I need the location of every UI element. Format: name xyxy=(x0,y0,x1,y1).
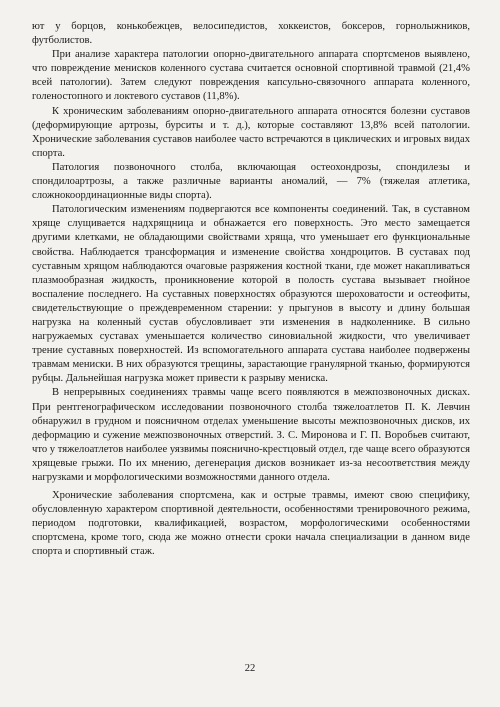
paragraph-1: ют у борцов, конькобежцев, велосипедистов, хоккеистов, боксеров, горнолыжников, футболистов. xyxy=(32,21,470,47)
paragraph-2: При анализе характера патологии опорно-двигательного аппарата спортсменов выявлено, что повреждение менисков коленного сустава считается основной спортивной травмой (21,4% всей патологии). Затем следуют повреждения капсульно-связочного аппарата коленного, голеностопного и локтевого суставов (11,8%). xyxy=(32,49,470,103)
paragraph-5: Патологическим изменениям подвергаются все компоненты соединений. Так, в суставном хряще слущивается надхрящница и обнажается его поверхность. Это место замещается другими клетками, не обладающими свойствами хряща, что уменьшает его функциональные свойства. Наблюдается трансформация и изменение свойства хондроцитов. В суставах под суставным хрящом наблюдаются очаговые разряжения костной ткани, где может накапливаться плазмообразная жидкость, проникновение которой в полость сустава вызывает гнойное воспаление последнего. На суставных поверхностях образуются шероховатости и остеофиты, свидетельствующие о преждевременном старении: у прыгунов в высоту и длину большая нагрузка на коленный сустав обусловливает эти изменения в надколеннике. В сильно нагружаемых суставах уменьшается количество синовиальной жидкости, что увеличивает трение суставных поверхностей. Из вспомогательного аппарата сустава наиболее подвержены травмам мениски. В них образуются трещины, зарастающие гранулярной тканью, формируются рубцы. Дальнейшая нагрузка может привести к разрыву мениска. xyxy=(32,204,470,385)
paragraph-7: Хронические заболевания спортсмена, как и острые травмы, имеют свою специфику, обусловленную характером спортивной деятельности, особенностями тренировочного режима, периодом подготовки, квалификацией, возрастом, морфологическими особенностями спортсмена, кроме того, сюда же можно отнести сроки начала специализации в данном виде спорта и спортивный стаж. xyxy=(32,490,470,558)
paragraph-4: Патология позвоночного столба, включающая остеохондрозы, спондилезы и спондилоартрозы, а также различные варианты аномалий, — 7% (тяжелая атлетика, сложнокоординационные виды спорта). xyxy=(32,161,470,202)
paragraph-3: К хроническим заболеваниям опорно-двигательного аппарата относятся болезни суставов (деформирующие артрозы, бурситы и т. д.), которые составляют 13,8% всей патологии. Хронические заболевания суставов наиболее часто встречаются в циклических и игровых видах спорта. xyxy=(32,105,470,159)
body-text xyxy=(32,20,470,560)
paragraph-6: В непрерывных соединениях травмы чаще всего появляются в межпозвоночных дисках. При рентгенографическом исследовании позвоночного столба тяжелоатлетов П. К. Левчин обнаружил в грудном и поясничном отделах уменьшение высоты межпозвоночных дисков, их деформацию и сужение межпозвоночных отверстий. З. С. Миронова и Г. П. Воробьев считают, что у тяжелоатлетов наиболее уязвимы пояснично-крестцовый отдел, где чаще всего образуются хрящевые грыжи. По их мнению, дегенерация дисков возникает из-за несоответствия между нагрузками и морфологическими возможностями данного отдела. xyxy=(32,387,470,483)
page-number: 22 xyxy=(244,663,256,674)
